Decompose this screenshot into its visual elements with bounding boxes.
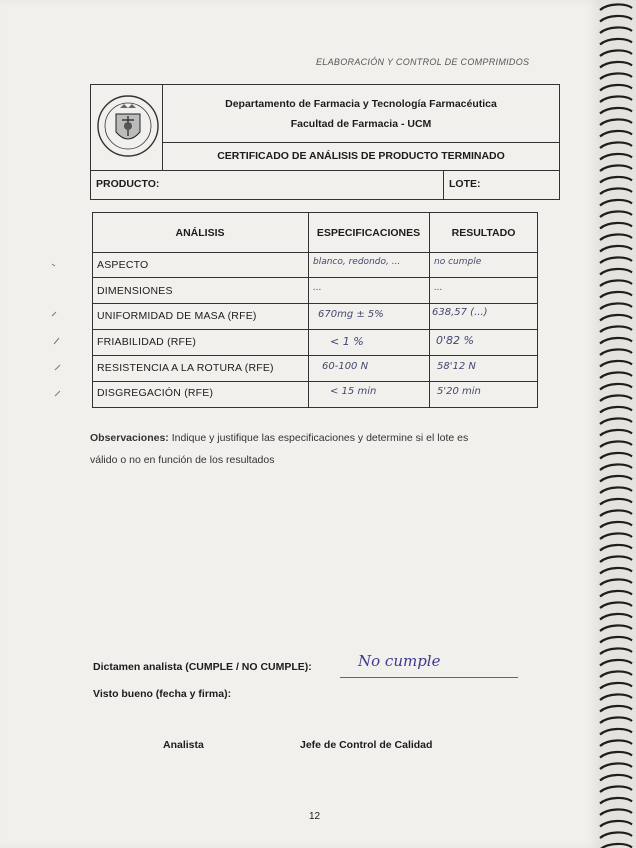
spiral-coil-loop — [600, 706, 632, 712]
table-cell-specification: ... — [313, 283, 322, 293]
spiral-coil-loop — [600, 395, 632, 401]
visto-bueno-label: Visto bueno (fecha y firma): — [93, 688, 232, 700]
table-row-label: DIMENSIONES — [97, 285, 173, 297]
dictamen-answer-line — [340, 677, 518, 678]
spiral-coil-loop — [600, 257, 632, 263]
spiral-coil-loop — [600, 73, 632, 79]
spiral-coil-loop — [600, 418, 632, 424]
spiral-coil-loop — [600, 269, 632, 275]
spiral-coil-loop — [600, 280, 632, 286]
spiral-coil-loop — [600, 637, 632, 643]
spiral-coil-loop — [600, 844, 632, 848]
spiral-coil-loop — [600, 671, 632, 677]
spiral-coil-loop — [600, 108, 632, 114]
spiral-coil-loop — [600, 752, 632, 758]
spiral-coil-loop — [600, 407, 632, 413]
table-cell-specification: 60-100 N — [322, 361, 369, 372]
table-cell-specification: 670mg ± 5% — [318, 309, 384, 320]
spiral-coil-loop — [600, 786, 632, 792]
spiral-coil-loop — [600, 614, 632, 620]
spiral-coil-loop — [600, 821, 632, 827]
spiral-coil-loop — [600, 16, 632, 22]
observaciones-instructions: Indique y justifique las especificaciones y determine si el lote es — [171, 432, 469, 444]
university-seal-logo — [96, 90, 160, 164]
table-header-especificaciones: ESPECIFICACIONES — [316, 227, 421, 239]
observaciones-instructions-line2: válido o no en función de los resultados — [90, 454, 275, 466]
spiral-coil-loop — [600, 579, 632, 585]
divider — [443, 170, 444, 200]
dictamen-label: Dictamen analista (CUMPLE / NO CUMPLE): — [93, 661, 312, 673]
divider — [162, 84, 163, 170]
spiral-coil-loop — [600, 660, 632, 666]
spiral-coil-loop — [600, 177, 632, 183]
spiral-coil-loop — [600, 809, 632, 815]
table-row-divider — [92, 355, 538, 356]
spiral-coil-loop — [600, 85, 632, 91]
spiral-coil-loop — [600, 694, 632, 700]
page-number: 12 — [309, 811, 321, 822]
table-row-label: RESISTENCIA A LA ROTURA (RFE) — [97, 362, 274, 374]
spiral-coil-loop — [600, 96, 632, 102]
spiral-coil-loop — [600, 349, 632, 355]
table-cell-result: no cumple — [434, 257, 482, 267]
certificate-title: CERTIFICADO DE ANÁLISIS DE PRODUCTO TERMINADO — [217, 150, 505, 162]
margin-check-marks-icon — [48, 258, 68, 398]
spiral-coil-loop — [600, 315, 632, 321]
spiral-coil-loop — [600, 763, 632, 769]
spiral-coil-loop — [600, 27, 632, 33]
spiral-binding — [598, 0, 636, 848]
department-name: Departamento de Farmacia y Tecnología Farmacéutica — [225, 98, 497, 110]
table-cell-result: 5'20 min — [437, 386, 481, 397]
observaciones-label: Observaciones: — [90, 432, 169, 444]
spiral-coil-loop — [600, 142, 632, 148]
spiral-coil-loop — [600, 292, 632, 298]
table-cell-result: ... — [434, 283, 443, 293]
table-column-divider — [429, 212, 430, 408]
spiral-coil-loop — [600, 430, 632, 436]
dictamen-handwritten-value: No cumple — [358, 652, 441, 670]
spiral-coil-loop — [600, 729, 632, 735]
spiral-coil-loop — [600, 453, 632, 459]
spiral-coil-loop — [600, 522, 632, 528]
spiral-coil-loop — [600, 119, 632, 125]
spiral-coil-loop — [600, 717, 632, 723]
spiral-coil-loop — [600, 487, 632, 493]
table-row-label: FRIABILIDAD (RFE) — [97, 336, 197, 348]
spiral-coil-loop — [600, 188, 632, 194]
spiral-coil-loop — [600, 39, 632, 45]
spiral-coil-loop — [600, 602, 632, 608]
spiral-coil-loop — [600, 200, 632, 206]
table-row-divider — [92, 329, 538, 330]
signature-analista: Analista — [163, 739, 204, 751]
spiral-coil-loop — [600, 568, 632, 574]
spiral-coil-loop — [600, 775, 632, 781]
spiral-coil-loop — [600, 648, 632, 654]
running-header: ELABORACIÓN Y CONTROL DE COMPRIMIDOS — [316, 57, 530, 67]
spiral-coil-loop — [600, 4, 632, 10]
table-row-divider — [92, 277, 538, 278]
spiral-coil-loop — [600, 62, 632, 68]
table-row-divider — [92, 303, 538, 304]
spiral-coil-loop — [600, 499, 632, 505]
spiral-coil-loop — [600, 740, 632, 746]
table-header-analisis: ANÁLISIS — [175, 227, 225, 239]
table-cell-specification: < 15 min — [330, 386, 377, 397]
faculty-name: Facultad de Farmacia - UCM — [290, 118, 432, 130]
table-cell-result: 58'12 N — [437, 361, 476, 372]
table-cell-result: 638,57 (...) — [432, 307, 488, 318]
spiral-coil-icon — [598, 0, 636, 848]
spiral-coil-loop — [600, 556, 632, 562]
signature-jefe-calidad: Jefe de Control de Calidad — [300, 739, 433, 751]
spiral-coil-loop — [600, 50, 632, 56]
spiral-coil-loop — [600, 441, 632, 447]
table-cell-result: 0'82 % — [436, 334, 474, 347]
spiral-coil-loop — [600, 372, 632, 378]
spiral-coil-loop — [600, 223, 632, 229]
spiral-coil-loop — [600, 625, 632, 631]
spiral-coil-loop — [600, 361, 632, 367]
divider — [162, 142, 560, 143]
spiral-coil-loop — [600, 246, 632, 252]
table-header-resultado: RESULTADO — [451, 227, 516, 239]
lote-label: LOTE: — [449, 178, 481, 190]
spiral-coil-loop — [600, 326, 632, 332]
divider — [90, 170, 560, 171]
spiral-coil-loop — [600, 533, 632, 539]
spiral-coil-loop — [600, 303, 632, 309]
table-row-divider — [92, 381, 538, 382]
spiral-coil-loop — [600, 591, 632, 597]
spiral-coil-loop — [600, 464, 632, 470]
spiral-coil-loop — [600, 510, 632, 516]
spiral-coil-loop — [600, 338, 632, 344]
spiral-coil-loop — [600, 798, 632, 804]
spiral-coil-loop — [600, 384, 632, 390]
table-column-divider — [308, 212, 309, 408]
spiral-coil-loop — [600, 234, 632, 240]
table-row-label: UNIFORMIDAD DE MASA (RFE) — [97, 310, 257, 322]
table-cell-specification: < 1 % — [330, 335, 364, 348]
spiral-coil-loop — [600, 832, 632, 838]
table-row-label: DISGREGACIÓN (RFE) — [97, 387, 214, 399]
table-row-label: ASPECTO — [97, 259, 149, 271]
spiral-coil-loop — [600, 545, 632, 551]
spiral-coil-loop — [600, 211, 632, 217]
spiral-coil-loop — [600, 476, 632, 482]
spiral-coil-loop — [600, 154, 632, 160]
spiral-coil-loop — [600, 683, 632, 689]
spiral-coil-loop — [600, 131, 632, 137]
table-row-divider — [92, 252, 538, 253]
spiral-coil-loop — [600, 165, 632, 171]
observaciones-line1 — [90, 432, 468, 444]
producto-label: PRODUCTO: — [96, 178, 160, 190]
table-cell-specification: blanco, redondo, ... — [313, 257, 401, 267]
